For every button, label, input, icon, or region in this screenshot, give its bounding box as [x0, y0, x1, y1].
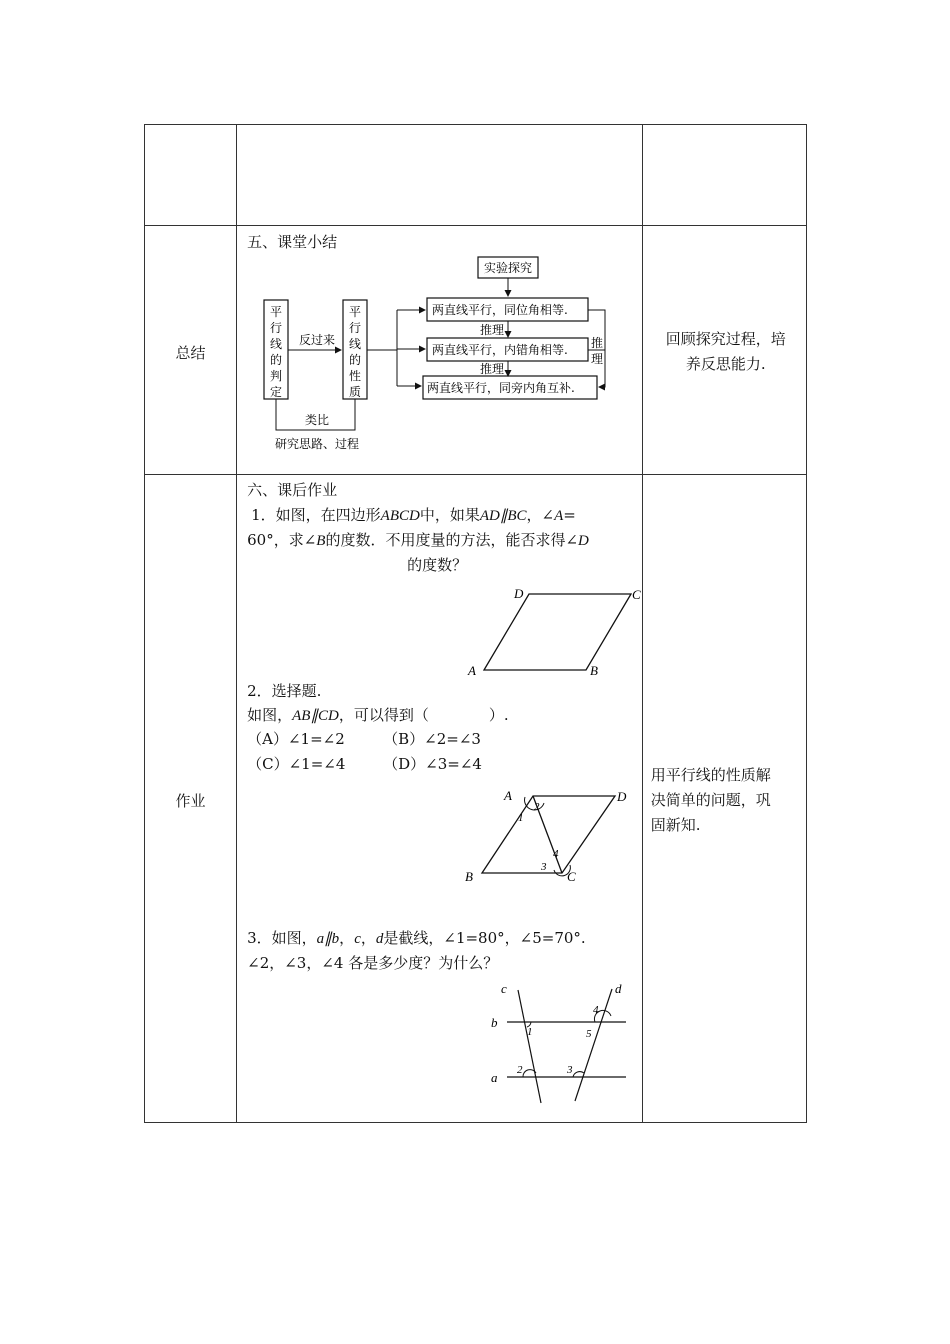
q3-line-2: ∠2，∠3，∠4 各是多少度？为什么？: [247, 954, 499, 972]
q3-text: d: [375, 931, 384, 947]
empty-cell: [145, 125, 237, 226]
analogy-label: 类比: [305, 413, 330, 427]
line-label: d: [615, 983, 622, 996]
vertex-label: A: [504, 788, 513, 803]
q2-option-b: （B）∠2=∠3: [383, 730, 481, 748]
angle-label: 5: [586, 1028, 592, 1040]
q3-text: 是截线，∠1=80°，∠5=70°.: [383, 929, 586, 947]
reverse-label: 反过来: [299, 333, 336, 347]
judgment-char: 线: [270, 337, 283, 351]
q2-stem: [247, 704, 508, 725]
lesson-table: [144, 124, 807, 1123]
empty-cell: [237, 125, 643, 226]
q1-figure: [462, 583, 662, 678]
q1-line-1: [251, 504, 576, 525]
angle-label: 2: [517, 1064, 523, 1076]
judgment-char: 行: [270, 321, 283, 335]
property-char: 行: [349, 321, 362, 335]
angle-label: 3: [567, 1064, 573, 1076]
experiment-label: 实验探究: [484, 261, 533, 275]
note-line: 养反思能力.: [685, 355, 766, 373]
angle-label: 1: [527, 1026, 533, 1038]
q3-text: ，: [339, 929, 355, 947]
angle-label: 1: [518, 812, 524, 824]
q2-text: AB∥CD: [292, 708, 339, 724]
table-row-summary: [145, 226, 807, 475]
q1-text: 的度数．不用度量的方法，能否求得∠: [325, 531, 579, 549]
summary-flowchart: [237, 254, 642, 474]
q1-text: ，∠: [526, 506, 555, 524]
vertex-label: B: [590, 663, 599, 678]
q1-text: B: [316, 533, 326, 549]
vertex-label: D: [514, 586, 524, 601]
property-char: 性: [349, 369, 362, 383]
q3-text: ，: [360, 929, 376, 947]
q2-option-d: （D）∠3=∠4: [383, 755, 482, 773]
q2-option-a: （A）∠1=∠2: [247, 730, 345, 748]
reason-2-label: 推理: [480, 362, 505, 376]
homework-note: [651, 763, 801, 838]
vertex-label: C: [632, 587, 641, 602]
q3-line-1: [247, 927, 586, 948]
q1-text: AD∥BC: [479, 508, 527, 524]
note-line: 回顾探究过程，培: [665, 330, 786, 348]
q2-text: ，可以得到（ ）.: [338, 706, 509, 724]
q2-figure: [462, 787, 662, 887]
q1-text: 中，如果: [419, 506, 480, 524]
note-cell: [642, 475, 806, 1123]
property-1-text: 两直线平行，同位角相等.: [432, 303, 568, 317]
vertex-label: A: [468, 663, 477, 678]
q2-text: 如图，: [247, 706, 293, 724]
q1-text: D: [578, 533, 589, 549]
row-label: 总结: [175, 344, 206, 362]
q3-text: a∥b: [316, 931, 340, 947]
note-line: 决简单的问题，巩: [650, 791, 771, 809]
reason-1-label: 推理: [480, 323, 505, 337]
q1-text: 1．如图，在四边形: [251, 506, 381, 524]
q2-option-c: （C）∠1=∠4: [247, 755, 346, 773]
vertex-label: B: [465, 869, 474, 884]
summary-heading: 五、课堂小结: [247, 233, 338, 251]
q3-text: 3．如图，: [247, 929, 317, 947]
property-char: 线: [349, 337, 362, 351]
parallelogram-abcd: [482, 796, 615, 873]
note-line: 用平行线的性质解: [650, 766, 771, 784]
property-3-text: 两直线平行，同旁内角互补.: [427, 381, 575, 395]
table-row-homework: [145, 475, 807, 1123]
property-char: 的: [349, 353, 362, 367]
angle-arc: [523, 1070, 536, 1077]
summary-note: [657, 327, 795, 377]
homework-heading: 六、课后作业: [247, 481, 338, 499]
summary-content-cell: [237, 226, 643, 475]
q1-text: ABCD: [380, 508, 420, 524]
property-char: 平: [349, 305, 362, 319]
row-label: 作业: [175, 792, 206, 810]
q2-title: 2．选择题.: [247, 682, 322, 700]
q1-text: A: [554, 508, 564, 524]
judgment-char: 判: [270, 369, 283, 383]
empty-cell: [642, 125, 806, 226]
table-row: [145, 125, 807, 226]
vertex-label: C: [567, 869, 576, 884]
angle-label: 4: [553, 848, 559, 860]
q1-text: =: [563, 506, 576, 524]
judgment-char: 定: [270, 385, 283, 399]
angle-label: 2: [534, 801, 540, 813]
line-c: [518, 990, 541, 1103]
side-reason-char: 理: [591, 352, 604, 366]
property-2-text: 两直线平行，内错角相等.: [432, 343, 568, 357]
method-label: 研究思路、过程: [275, 437, 360, 451]
judgment-char: 的: [270, 353, 283, 367]
homework-content-cell: [237, 475, 643, 1123]
row-label-cell: [145, 226, 237, 475]
q3-text: c: [354, 931, 361, 947]
vertex-label: D: [617, 789, 627, 804]
line-label: b: [491, 1015, 498, 1030]
angle-label: 3: [541, 861, 547, 873]
line-label: c: [501, 983, 507, 996]
angle-arc: [573, 1072, 584, 1077]
line-label: a: [491, 1070, 498, 1085]
judgment-char: 平: [270, 305, 283, 319]
side-reason-char: 推: [591, 336, 604, 350]
q1-line-2: [247, 529, 589, 550]
q3-figure: [487, 983, 647, 1105]
note-line: 固新知.: [650, 816, 701, 834]
quadrilateral-abcd: [484, 594, 631, 670]
property-char: 质: [349, 385, 362, 399]
row-label-cell: [145, 475, 237, 1123]
note-cell: [642, 226, 806, 475]
angle-label: 4: [593, 1004, 599, 1016]
q1-line-3: 的度数？: [407, 556, 468, 574]
q1-text: 60°，求∠: [247, 531, 317, 549]
